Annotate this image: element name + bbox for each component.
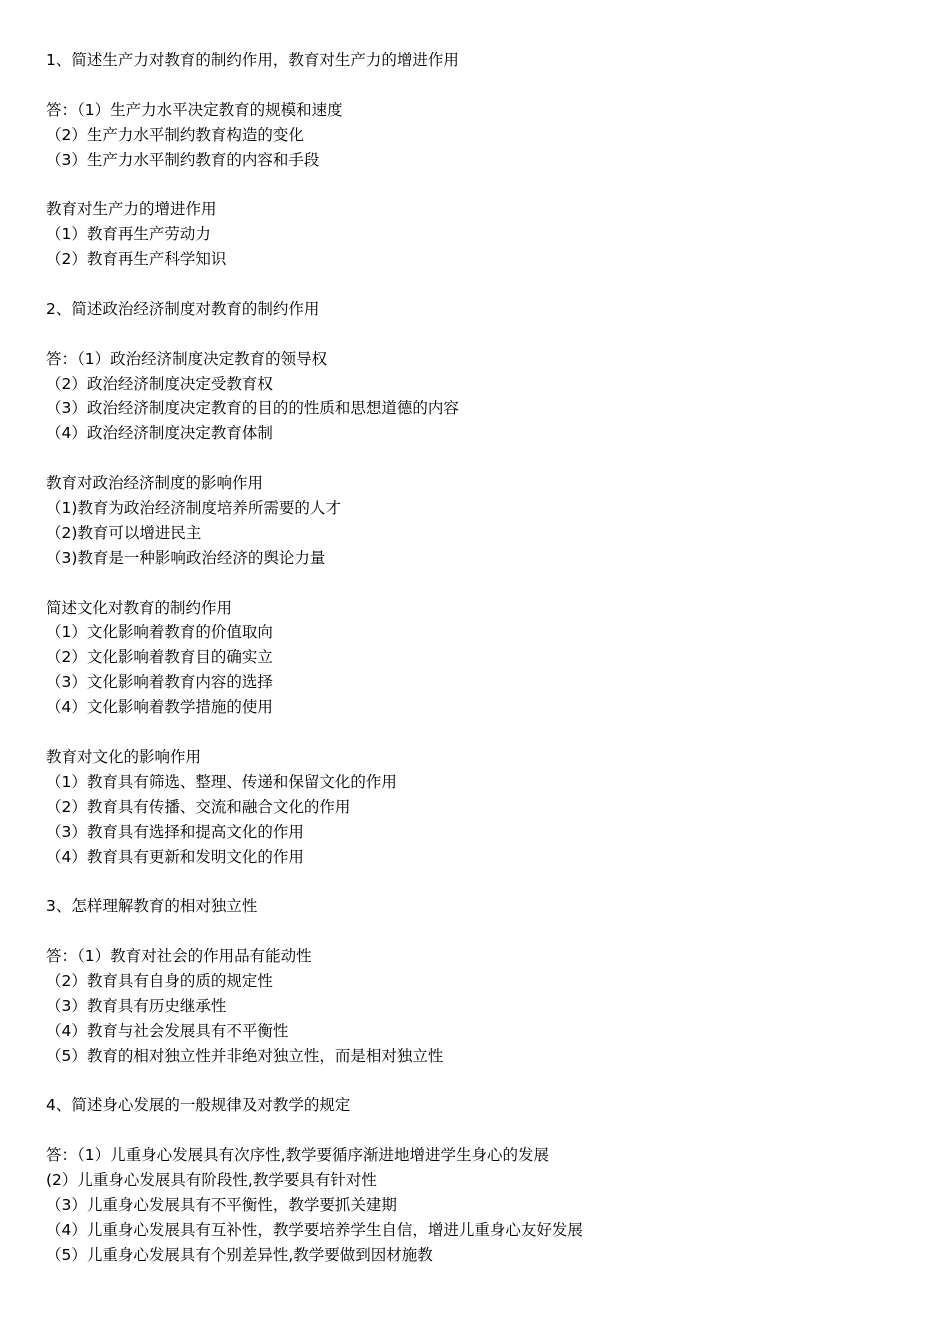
blank-line <box>46 272 926 297</box>
blank-line <box>46 172 926 197</box>
section-heading: 教育对文化的影响作用 <box>46 747 202 766</box>
list-item: （5）教育的相对独立性并非绝对独立性，而是相对独立性 <box>46 1046 444 1065</box>
question-4-heading: 4、简述身心发展的一般规律及对教学的规定 <box>46 1096 351 1115</box>
blank-line <box>46 1118 926 1143</box>
list-item: （2）文化影响着教育目的确实立 <box>46 648 273 667</box>
list-item: （1）文化影响着教育的价值取向 <box>46 623 273 642</box>
blank-line <box>46 571 926 596</box>
question-1-heading: 1、简述生产力对教育的制约作用，教育对生产力的增进作用 <box>46 51 459 69</box>
blank-line <box>46 446 926 471</box>
list-item: （2)教育可以增进民主 <box>46 523 202 542</box>
answer-3-item-1: 答：（1）教育对社会的作用品有能动性 <box>46 947 312 966</box>
blank-line <box>46 1069 926 1094</box>
list-item: （2）教育具有自身的质的规定性 <box>46 971 273 990</box>
question-2-heading: 2、简述政治经济制度对教育的制约作用 <box>46 299 320 318</box>
blank-line <box>46 869 926 894</box>
list-item: （4）教育具有更新和发明文化的作用 <box>46 847 304 866</box>
list-item: （5）儿重身心发展具有个别差异性,教学要做到因材施教 <box>46 1245 433 1264</box>
answer-4-item-1: 答：（1）儿重身心发展具有次序性,教学要循序渐进地增进学生身心的发展 <box>46 1146 550 1165</box>
blank-line <box>46 322 926 347</box>
list-item: (2）儿重身心发展具有阶段性,教学要具有针对性 <box>46 1171 377 1190</box>
list-item: （3）文化影响着教育内容的选择 <box>46 673 273 692</box>
list-item: （1）教育再生产劳动力 <box>46 225 211 244</box>
section-heading: 教育对生产力的增进作用 <box>46 200 217 219</box>
list-item: （3）儿重身心发展具有不平衡性，教学要抓关建期 <box>46 1195 397 1214</box>
list-item: （4）儿重身心发展具有互补性，教学要培养学生自信，增进儿重身心友好发展 <box>46 1220 583 1239</box>
list-item: （3）政治经济制度决定教育的目的的性质和思想道德的内容 <box>46 399 459 418</box>
list-item: （1)教育为政治经济制度培养所需要的人才 <box>46 499 341 518</box>
question-3-heading: 3、怎样理解教育的相对独立性 <box>46 897 258 916</box>
list-item: （2）教育具有传播、交流和融合文化的作用 <box>46 797 351 816</box>
document-body <box>46 48 926 1268</box>
blank-line <box>46 919 926 944</box>
list-item: （4）文化影响着教学措施的使用 <box>46 698 273 717</box>
answer-1-item-1: 答：（1）生产力水平决定教育的规模和速度 <box>46 100 343 119</box>
list-item: （4）教育与社会发展具有不平衡性 <box>46 1021 289 1040</box>
answer-1-item-3: （3）生产力水平制约教育的内容和手段 <box>46 150 320 169</box>
answer-1-item-2: （2）生产力水平制约教育构造的变化 <box>46 125 304 144</box>
blank-line <box>46 73 926 98</box>
list-item: （1）教育具有筛选、整理、传递和保留文化的作用 <box>46 772 397 791</box>
section-heading: 教育对政治经济制度的影响作用 <box>46 474 264 493</box>
list-item: （2）政治经济制度决定受教育权 <box>46 374 273 393</box>
list-item: （3)教育是一种影响政治经济的舆论力量 <box>46 548 326 567</box>
section-heading: 简述文化对教育的制约作用 <box>46 598 233 617</box>
list-item: （2）教育再生产科学知识 <box>46 250 227 269</box>
answer-2-item-1: 答：（1）政治经济制度决定教育的领导权 <box>46 349 328 368</box>
list-item: （3）教育具有选择和提高文化的作用 <box>46 822 304 841</box>
list-item: （4）政治经济制度决定教育体制 <box>46 424 273 443</box>
blank-line <box>46 720 926 745</box>
list-item: （3）教育具有历史继承性 <box>46 996 227 1015</box>
